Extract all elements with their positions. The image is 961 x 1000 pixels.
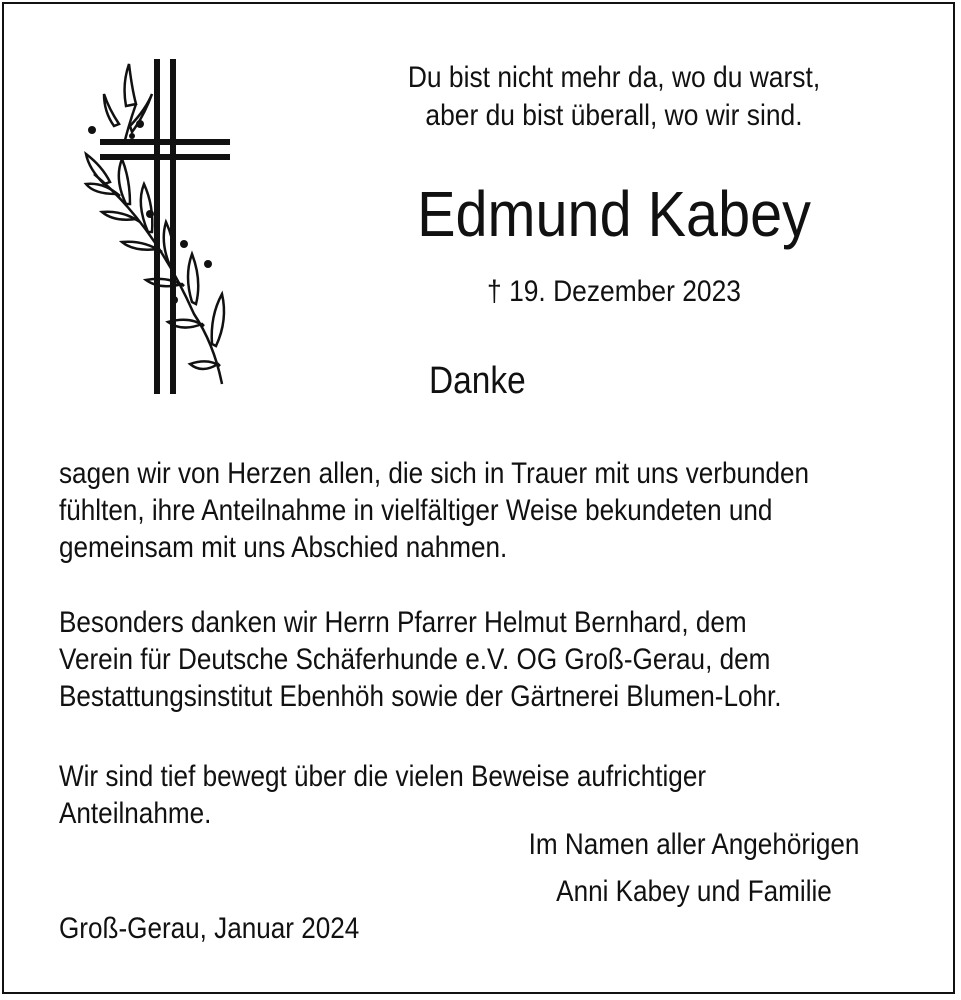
signature-line-2: Anni Kabey und Familie bbox=[556, 875, 832, 908]
motto-quote bbox=[368, 59, 861, 135]
paragraph-line: gemeinsam mit uns Abschied nahmen. bbox=[59, 531, 508, 564]
paragraph-line: Anteilnahme. bbox=[59, 797, 212, 830]
paragraph-line: Verein für Deutsche Schäferhunde e.V. OG Groß-Gerau, dem bbox=[59, 643, 771, 676]
place-and-date: Groß-Gerau, Januar 2024 bbox=[59, 912, 360, 945]
death-date: † 19. Dezember 2023 bbox=[487, 275, 741, 308]
thanks-paragraph-1 bbox=[59, 455, 825, 566]
paragraph-line: sagen wir von Herzen allen, die sich in Trauer mit uns verbunden bbox=[59, 457, 810, 490]
signature-block bbox=[511, 821, 876, 915]
motto-line-2: aber du bist überall, wo wir sind. bbox=[425, 99, 803, 132]
thanks-heading: Danke bbox=[429, 360, 526, 402]
motto-line-1: Du bist nicht mehr da, wo du warst, bbox=[407, 61, 821, 94]
paragraph-line: fühlten, ihre Anteilnahme in vielfältiger Weise bekundeten und bbox=[59, 494, 773, 527]
paragraph-line: Bestattungsinstitut Ebenhöh sowie der Gärtnerei Blumen-Lohr. bbox=[59, 680, 782, 713]
obituary-frame bbox=[2, 2, 955, 994]
paragraph-line: Besonders danken wir Herrn Pfarrer Helmut Bernhard, dem bbox=[59, 606, 747, 639]
signature-line-1: Im Namen aller Angehörigen bbox=[528, 828, 860, 861]
thanks-paragraph-2 bbox=[59, 604, 825, 715]
paragraph-line: Wir sind tief bewegt über die vielen Beweise aufrichtiger bbox=[59, 760, 707, 793]
cross-with-olive-branch-icon bbox=[74, 54, 254, 399]
deceased-name: Edmund Kabey bbox=[417, 178, 811, 250]
